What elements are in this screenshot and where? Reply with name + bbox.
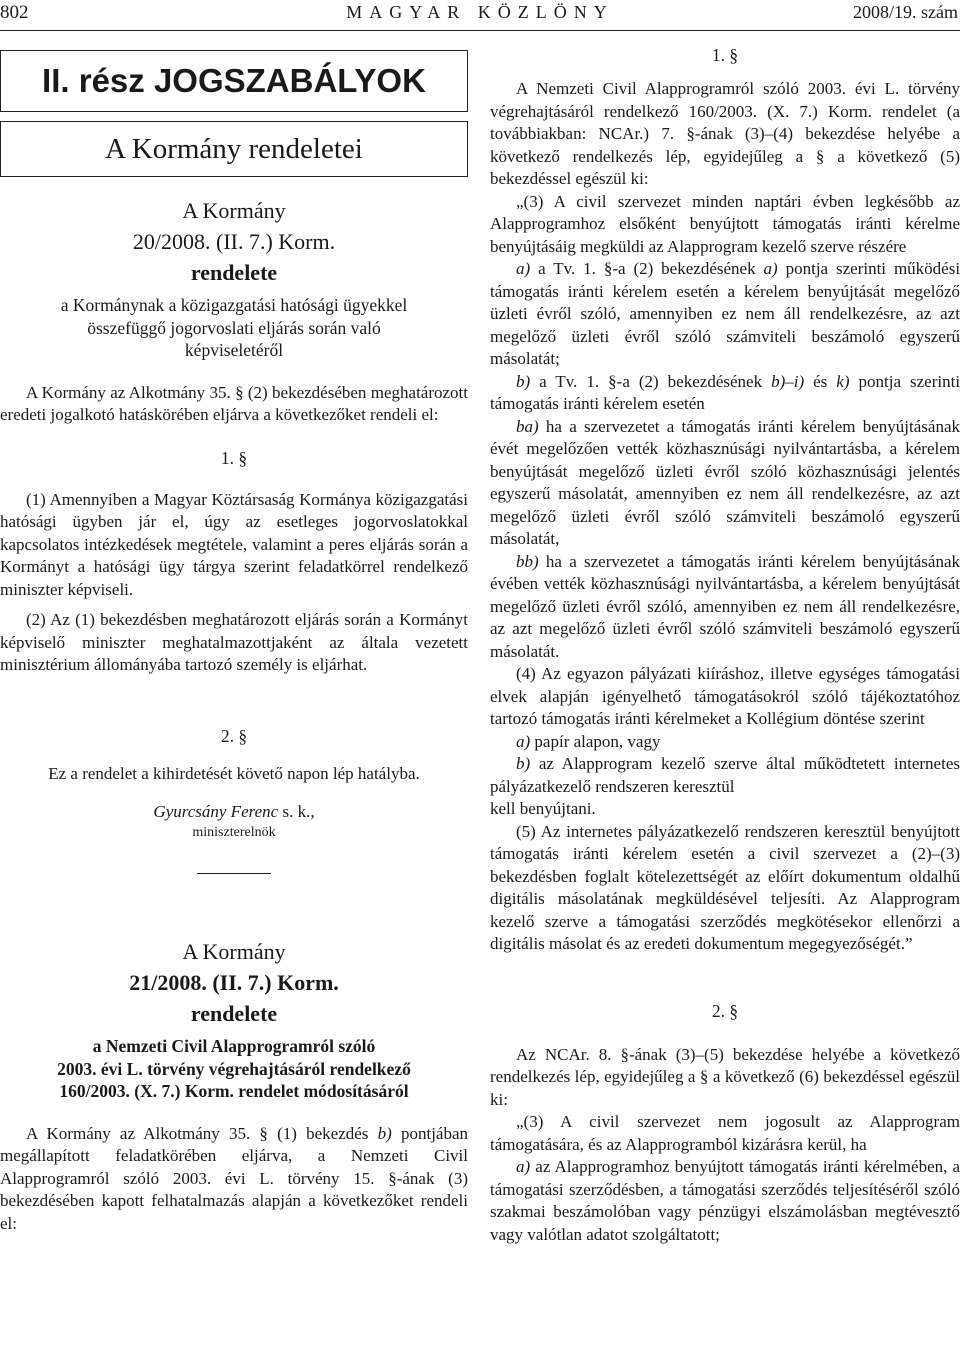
right-column bbox=[490, 38, 960, 1246]
quote-sub4: (4) Az egyazon pályázati kiíráshoz, illetve egységes támogatási elvek alapján igényelhető támogatásokról szóló tájékoztatóhoz tartozó támogatás iránti kérelmeket a Kollégium döntése szerint bbox=[490, 664, 960, 728]
quote2-a-text: az Alapprogramhoz benyújtott támogatás iránti kérelmében, a támogatási szerződésben, a támogatási szerződés teljesítéséről szóló szakmai beszámolóban vagy pénzügyi elszámolásban megtévesztő vagy valótlan adatot szolgáltatott; bbox=[490, 1157, 960, 1244]
reg1-number: 20/2008. (II. 7.) Korm. bbox=[132, 229, 336, 254]
reg2-para1-number: 1. § bbox=[711, 45, 739, 65]
reg1-para2-text: Ez a rendelet a kihirdetését követő napon lép hatályba. bbox=[48, 763, 420, 783]
reg2-para1-intro: A Nemzeti Civil Alapprogramról szóló 2003. évi L. törvény végrehajtásáról rendelkező 160/2003. (X. 7.) Korm. rendelet (a továbbiakban: NCAr.) 7. §-ának (3)–(4) bekezdése helyébe a következő rendelkezés lép, egyidejűleg a § a következő (5) bekezdéssel egészül ki: bbox=[490, 79, 960, 188]
signer-suffix: s. k., bbox=[282, 802, 315, 821]
reg1-para1-number: 1. § bbox=[220, 447, 248, 468]
point-b-and: és bbox=[813, 371, 828, 391]
sub4-a-text: papír alapon, vagy bbox=[534, 731, 661, 751]
reg2-subject-line: a Nemzeti Civil Alapprogramról szóló bbox=[92, 1036, 376, 1056]
quote-sub4-b bbox=[490, 753, 960, 798]
reg2-number: 21/2008. (II. 7.) Korm. bbox=[129, 970, 339, 995]
reg1-subject-line: a Kormánynak a közigazgatási hatósági ügyekkel bbox=[60, 295, 408, 315]
reg2-para2-number: 2. § bbox=[711, 1000, 739, 1021]
reg1-issuer: A Kormány bbox=[182, 198, 286, 223]
reg1-preamble: A Kormány az Alkotmány 35. § (2) bekezdésében meghatározott eredeti jogalkotó hatáskörében eljárva a következőket rendeli el: bbox=[0, 382, 468, 424]
point-a-text2: pontja szerinti működési támogatás iránti kérelem esetén a kérelem benyújtását megelőző üzleti évről szóló, amennyiben ez nem áll rendelkezésre, az azt megelőző üzleti évről szóló számviteli beszámoló egyszerű másolatát; bbox=[490, 259, 960, 368]
reg2-preamble-point: b) bbox=[377, 1123, 392, 1143]
sub4-a-mark: a) bbox=[516, 731, 531, 751]
point-ba-text: ha a szervezetet a támogatás iránti kérelem benyújtásának évét megelőzően vették közhasznúsági nyilvántartásba, a kérelem benyújtását megelőző üzleti évről szóló közhasznúsági jelentés egyszerű másolatát, amennyiben ez nem áll rendelkezésre, az azt megelőző üzleti évről szóló számviteli beszámoló egyszerű másolatát, bbox=[490, 416, 960, 548]
sub4-b-mark: b) bbox=[516, 754, 531, 773]
left-column bbox=[0, 38, 468, 1235]
quote2-point-a bbox=[490, 1156, 960, 1246]
point-b-mark: b) bbox=[516, 371, 531, 391]
signer-role: miniszterelnök bbox=[192, 825, 276, 840]
point-a-text1: a Tv. 1. §-a (2) bekezdésének bbox=[538, 259, 756, 278]
sub4-b-text: az Alapprogram kezelő szerve által működtetett internetes pályázatkezelő rendszeren keresztül bbox=[490, 754, 960, 796]
point-b-range: b)–i) bbox=[771, 371, 805, 391]
quote2-sub3: „(3) A civil szervezet nem jogosult az Alapprogram támogatására, és az Alapprogramból kizárásra kerül, ha bbox=[490, 1112, 960, 1154]
point-b-text3: pontja szerinti támogatás iránti kérelem esetén bbox=[490, 371, 960, 413]
quote-sub4-a bbox=[490, 731, 960, 754]
signer-name: Gyurcsány Ferenc bbox=[153, 802, 279, 821]
reg1-kind: rendelete bbox=[190, 260, 278, 285]
journal-title: MAGYAR KÖZLÖNY bbox=[346, 2, 614, 22]
reg2-subject-line: 160/2003. (X. 7.) Korm. rendelet módosításáról bbox=[59, 1081, 409, 1101]
reg2-preamble-end: pontjában megállapított feladatkörében eljárva, a Nemzeti Civil Alapprogramról szóló 2003. évi L. törvény 15. §-ának (3) bekezdésében kapott felhatalmazás alapján a következőket rendeli el: bbox=[0, 1123, 469, 1233]
page-number: 802 bbox=[0, 2, 29, 23]
quote2-a-mark: a) bbox=[516, 1157, 531, 1176]
reg1-subject-line: összefüggő jogorvoslati eljárás során való bbox=[87, 317, 381, 338]
reg2-kind: rendelete bbox=[190, 1001, 278, 1026]
point-b-text1: a Tv. 1. §-a (2) bekezdésének bbox=[539, 371, 763, 391]
reg2-issuer: A Kormány bbox=[182, 939, 286, 964]
point-a-mark: a) bbox=[516, 259, 531, 278]
header-rule bbox=[0, 30, 960, 31]
reg1-para1-sub2: (2) Az (1) bekezdésben meghatározott eljárás során a Kormányt képviselő miniszter meghatalmazottjaként az általa vezetett minisztérium állományába tartozó személy is eljárhat. bbox=[0, 610, 468, 674]
quote-sub4-end: kell benyújtani. bbox=[490, 799, 596, 818]
reg1-para1-sub1: (1) Amennyiben a Magyar Köztársaság Kormánya közigazgatási hatósági ügyben jár el, úgy az esetleges jogorvoslatokkal kapcsolatos intézkedések megtétele, valamint a peres eljárás során a Kormányt a hatósági ügy tárgya szerint feladatkörrel rendelkező miniszter képviseli. bbox=[0, 489, 468, 599]
page-header bbox=[0, 0, 960, 30]
quote-point-b bbox=[490, 371, 960, 416]
issue-number: 2008/19. szám bbox=[853, 2, 958, 22]
point-b-k: k) bbox=[836, 371, 850, 391]
quote-point-a bbox=[490, 258, 960, 371]
reg1-para2-number: 2. § bbox=[220, 725, 248, 746]
point-bb-mark: bb) bbox=[516, 551, 539, 571]
quote-point-ba bbox=[490, 416, 960, 551]
point-ba-mark: ba) bbox=[516, 416, 539, 436]
point-bb-text: ha a szervezetet a támogatás iránti kérelem benyújtásának évében vették közhasznúsági nyilvántartásba, a kérelem benyújtását megelőző üzleti évről szóló, amennyiben ez nem áll rendelkezésre, az azt megelőző üzleti évről szóló számviteli beszámoló egyszerű másolatát. bbox=[490, 551, 960, 661]
quote-point-bb bbox=[490, 551, 960, 664]
reg2-preamble bbox=[0, 1123, 468, 1236]
section-title: A Kormány rendeletei bbox=[0, 121, 468, 177]
reg2-para2-intro: Az NCAr. 8. §-ának (3)–(5) bekezdése helyébe a következő rendelkezés lép, egyidejűleg a § a következő (6) bekezdéssel egészül ki: bbox=[490, 1044, 960, 1109]
reg1-subject-line: képviseletéről bbox=[184, 340, 284, 360]
signature bbox=[0, 801, 468, 823]
part-title: II. rész JOGSZABÁLYOK bbox=[0, 50, 468, 112]
quote-sub3: „(3) A civil szervezet minden naptári évben legkésőbb az Alapprogramhoz elsőként benyújtott támogatás iránti kérelme benyújtásáig megküldi az Alapprogram kezelő szerve részére bbox=[490, 191, 960, 256]
reg2-preamble-start: A Kormány az Alkotmány 35. § (1) bekezdés bbox=[26, 1123, 369, 1143]
point-a-ref: a) bbox=[763, 259, 778, 278]
quote-sub5: (5) Az internetes pályázatkezelő rendszeren keresztül benyújtott támogatás iránti kérelem esetén a civil szervezet a (2)–(3) bekezdésben foglalt kötelezettségét az előírt dokumentum oldalhű digitális másolatának megküldésével teljesíti. Az Alapprogram kezelő szerve a támogatási szerződés megkötésekor ellenőrzi a digitális másolat és az eredeti dokumentum megegyezőségét.” bbox=[490, 821, 960, 953]
reg2-subject-line: 2003. évi L. törvény végrehajtásáról rendelkező bbox=[57, 1058, 411, 1079]
